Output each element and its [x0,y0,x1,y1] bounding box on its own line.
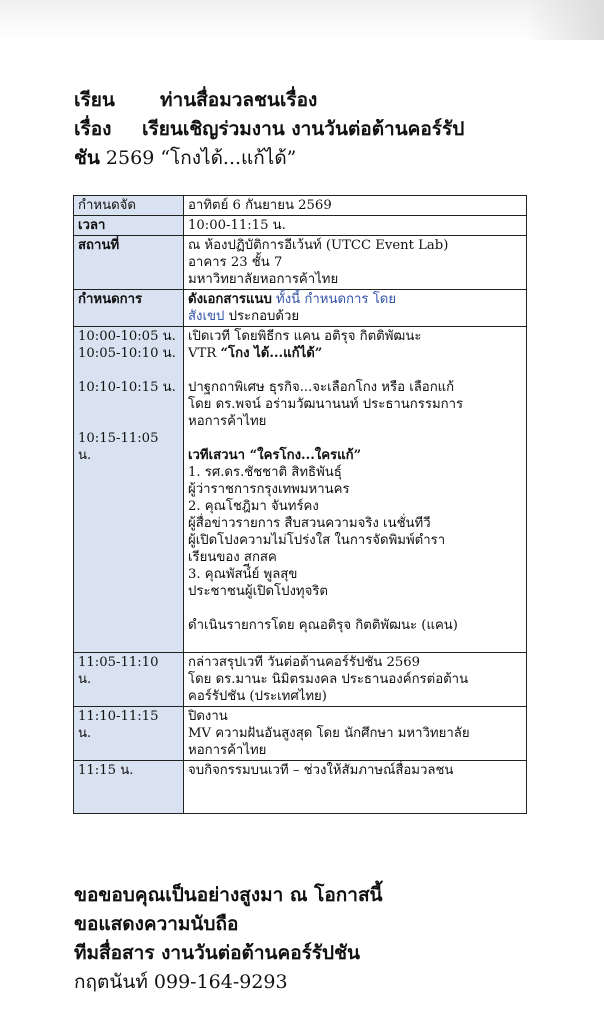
summary-line: กล่าวสรุปเวที วันต่อต้านคอร์รัปชัน 2569 [188,655,421,670]
panel-line: ผู้สื่อข่าวรายการ สืบสวนความจริง เนชั่นทีวี [188,516,431,531]
time-slot: 10:00-10:05 น. [78,329,176,344]
subject-cont-rest: 2569 “โกงได้...แก้ได้” [99,147,297,169]
closing-line: หอการค้าไทย [188,743,267,758]
speech-line: หอการค้าไทย [188,414,267,429]
subject-row [74,115,574,144]
schedule-table [73,195,527,814]
regards-line: ขอแสดงความนับถือ [74,913,239,935]
end-line: จบกิจกรรมบนเวที – ช่วงให้สัมภาษณ์สื่อมวลชน [188,763,454,778]
program-block-2 [74,653,527,707]
venue-line: มหาวิทยาลัยหอการค้าไทย [188,272,339,287]
time-slot: 11:05-11:10 [78,655,159,670]
subject-cont-bold: ชัน [74,147,100,169]
program-times-4 [74,761,184,814]
team-line: ทีมสื่อสาร งานวันต่อต้านคอร์รัปชัน [74,942,360,964]
program-items-2 [184,653,527,707]
program-block-3 [74,707,527,761]
speech-line: ปาฐกถาพิเศษ ธุรกิจ...จะเลือกโกง หรือ เลือกแก้ [188,380,455,395]
summary-line: คอร์รัปชัน (ประเทศไทย) [188,689,327,704]
agenda-row [74,290,527,327]
vtr-item [188,345,522,362]
agenda-label: กำหนดการ [74,290,184,327]
program-block-1 [74,327,527,653]
time-value: 10:00-11:15 น. [184,216,527,236]
venue-line: อาคาร 23 ชั้น 7 [188,255,283,270]
subject-value: เรียนเชิญร่วมงาน งานวันต่อต้านคอร์รัป [142,118,465,140]
speech-line: โดย ดร.พจน์ อร่ามวัฒนานนท์ ประธานกรรมการ [188,397,464,412]
addressee-row [74,86,574,115]
letter-header [74,86,574,173]
program-times-3 [74,707,184,761]
panel-line: ผู้ว่าราชการกรุงเทพมหานคร [188,482,350,497]
summary-line: โดย ดร.มานะ นิมิตรมงคล ประธานองค์กรต่อต้าน [188,672,469,687]
program-times-1 [74,327,184,653]
closing-line: MV ความฝันอันสูงสุด โดย นักศึกษา มหาวิทยาลัย [188,726,470,741]
agenda-brief: สังเขป [188,309,225,324]
agenda-attached: ดังเอกสารแนบ [188,292,272,307]
agenda-value [184,290,527,327]
vtr-prefix: VTR [188,346,221,361]
panel-line: ประชาชนผู้เปิดโปงทุจริต [188,584,328,599]
closing-line: ปิดงาน [188,709,228,724]
moderator-line: ดำเนินรายการโดย คุณอติรุจ กิตติพัฒนะ (แคน) [188,618,458,633]
panel-line: ผู้เปิดโปงความไม่โปร่งใส ในการจัดพิมพ์ตำรา [188,533,446,548]
venue-line: ณ ห้องปฏิบัติการอีเว้นท์ (UTCC Event Lab) [188,238,449,253]
subject-label: เรื่อง [74,118,112,140]
program-block-4 [74,761,527,814]
time-slot-unit: น. [78,448,92,463]
to-value: ท่านสื่อมวลชนเรื่อง [160,89,318,111]
top-shadow [0,0,604,40]
time-slot-unit: น. [78,726,92,741]
time-slot: 11:15 น. [78,763,134,778]
panel-line: 1. รศ.ดร.ชัชชาติ สิทธิพันธุ์ [188,465,342,480]
contact-line: กฤตนันท์ 099-164-9293 [74,971,288,993]
corner-shadow [524,0,604,40]
agenda-note: ทั้งนี้ กำหนดการ โดย [271,292,397,307]
program-items-3 [184,707,527,761]
date-label: กำหนดจัด [74,196,184,216]
to-label: เรียน [74,89,115,111]
time-slot: 10:05-10:10 น. [78,346,176,361]
panel-line: 2. คุณโชฎิมา จันทร์คง [188,499,319,514]
venue-value [184,236,527,290]
vtr-title: “โกง ได้...แก้ได้” [220,346,323,361]
panel-line: เรียนของ สกสค [188,550,277,565]
thanks-line: ขอขอบคุณเป็นอย่างสูงมา ณ โอกาสนี้ [74,884,383,906]
panel-title: เวทีเสวนา “ใครโกง...ใครแก้” [188,448,362,463]
subject-continuation [74,144,574,173]
time-row [74,216,527,236]
program-items-4 [184,761,527,814]
opening-item: เปิดเวที โดยพิธีกร แคน อติรุจ กิตติพัฒนะ [188,329,422,344]
letter-footer [74,881,574,997]
date-value: อาทิตย์ 6 กันยายน 2569 [184,196,527,216]
date-row [74,196,527,216]
agenda-rest: ประกอบด้วย [224,309,300,324]
time-slot: 11:10-11:15 [78,709,159,724]
panel-line: 3. คุณพัสน์ีย์ พูลสุข [188,567,298,582]
venue-row [74,236,527,290]
time-label: เวลา [74,216,184,236]
venue-label: สถานที่ [74,236,184,290]
time-slot: 10:15-11:05 [78,431,159,446]
time-slot: 10:10-10:15 น. [78,380,176,395]
program-items-1 [184,327,527,653]
time-slot-unit: น. [78,672,92,687]
program-times-2 [74,653,184,707]
